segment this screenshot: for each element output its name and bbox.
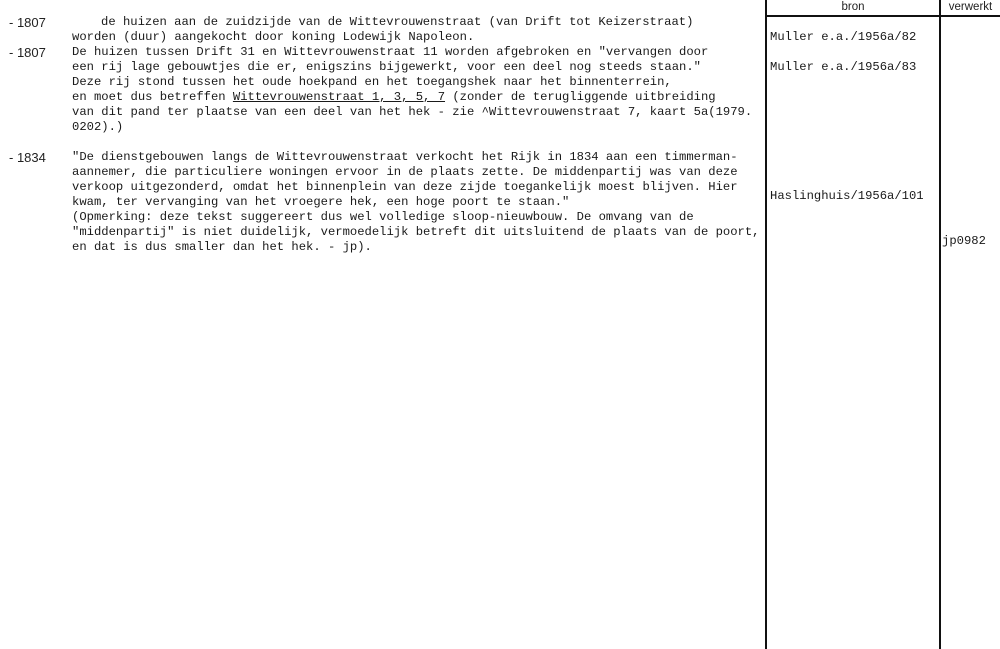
address-underlined: Wittevrouwenstraat 1, 3, 5, 7 [232,90,446,104]
entry-text-line: verkoop uitgezonderd, omdat het binnenplein van deze zijde toegankelijk moest blijven. Hier [72,180,738,194]
column-divider-verwerkt [939,0,941,649]
entry-text-line: (Opmerking: deze tekst suggereert dus wel volledige sloop-nieuwbouw. De omvang van de [72,210,694,224]
entry-text-segment: en moet dus betreffen [72,90,233,104]
entry-text-line: een rij lage gebouwtjes die er, enigszins bijgewerkt, voor een deel nog steeds staan." [72,60,701,74]
source-reference: Muller e.a./1956a/82 [770,30,917,44]
entry-text-line [72,90,716,105]
entry-text-line: en dat is dus smaller dan het hek. - jp). [72,240,372,254]
entry-text-line: Deze rij stond tussen het oude hoekpand en het toegangshek naar het binnenterrein, [72,75,672,89]
entry-text-segment: (zonder de terugliggende uitbreiding [445,90,716,104]
entry-text-line: de huizen aan de zuidzijde van de Wittevrouwenstraat (van Drift tot Keizerstraat) [101,15,694,29]
column-header-bron: bron [841,1,865,13]
column-divider-bron [765,0,767,649]
entry-text-line: "middenpartij" is niet duidelijk, vermoedelijk betreft dit uitsluitend de plaats van de poort, [72,225,760,239]
entry-text-line: "De dienstgebouwen langs de Wittevrouwenstraat verkocht het Rijk in 1834 aan een timmerman- [72,150,738,164]
entry-text-line: van dit pand ter plaatse van een deel van het hek - zie ^Wittevrouwenstraat 7, kaart 5a(1979. [72,105,753,119]
entry-text-line: aannemer, die particuliere woningen ervoor in de plaats zette. De middenpartij was van deze [72,165,738,179]
entry-text-line: kwam, ter vervanging van het vroegere hek, een hoge poort te staan." [72,195,570,209]
source-reference: Muller e.a./1956a/83 [770,60,917,74]
source-reference: Haslinghuis/1956a/101 [770,189,924,203]
entry-date: - 1834 [9,150,46,165]
header-rule [766,15,1000,17]
entry-date: - 1807 [9,15,46,30]
verwerkt-code: jp0982 [942,234,986,248]
entry-text-line: 0202).) [72,120,124,134]
column-header-verwerkt: verwerkt [948,1,993,13]
entry-text-line: De huizen tussen Drift 31 en Wittevrouwenstraat 11 worden afgebroken en "vervangen door [72,45,709,59]
entry-date: - 1807 [9,45,46,60]
entry-text-line: worden (duur) aangekocht door koning Lodewijk Napoleon. [72,30,475,44]
